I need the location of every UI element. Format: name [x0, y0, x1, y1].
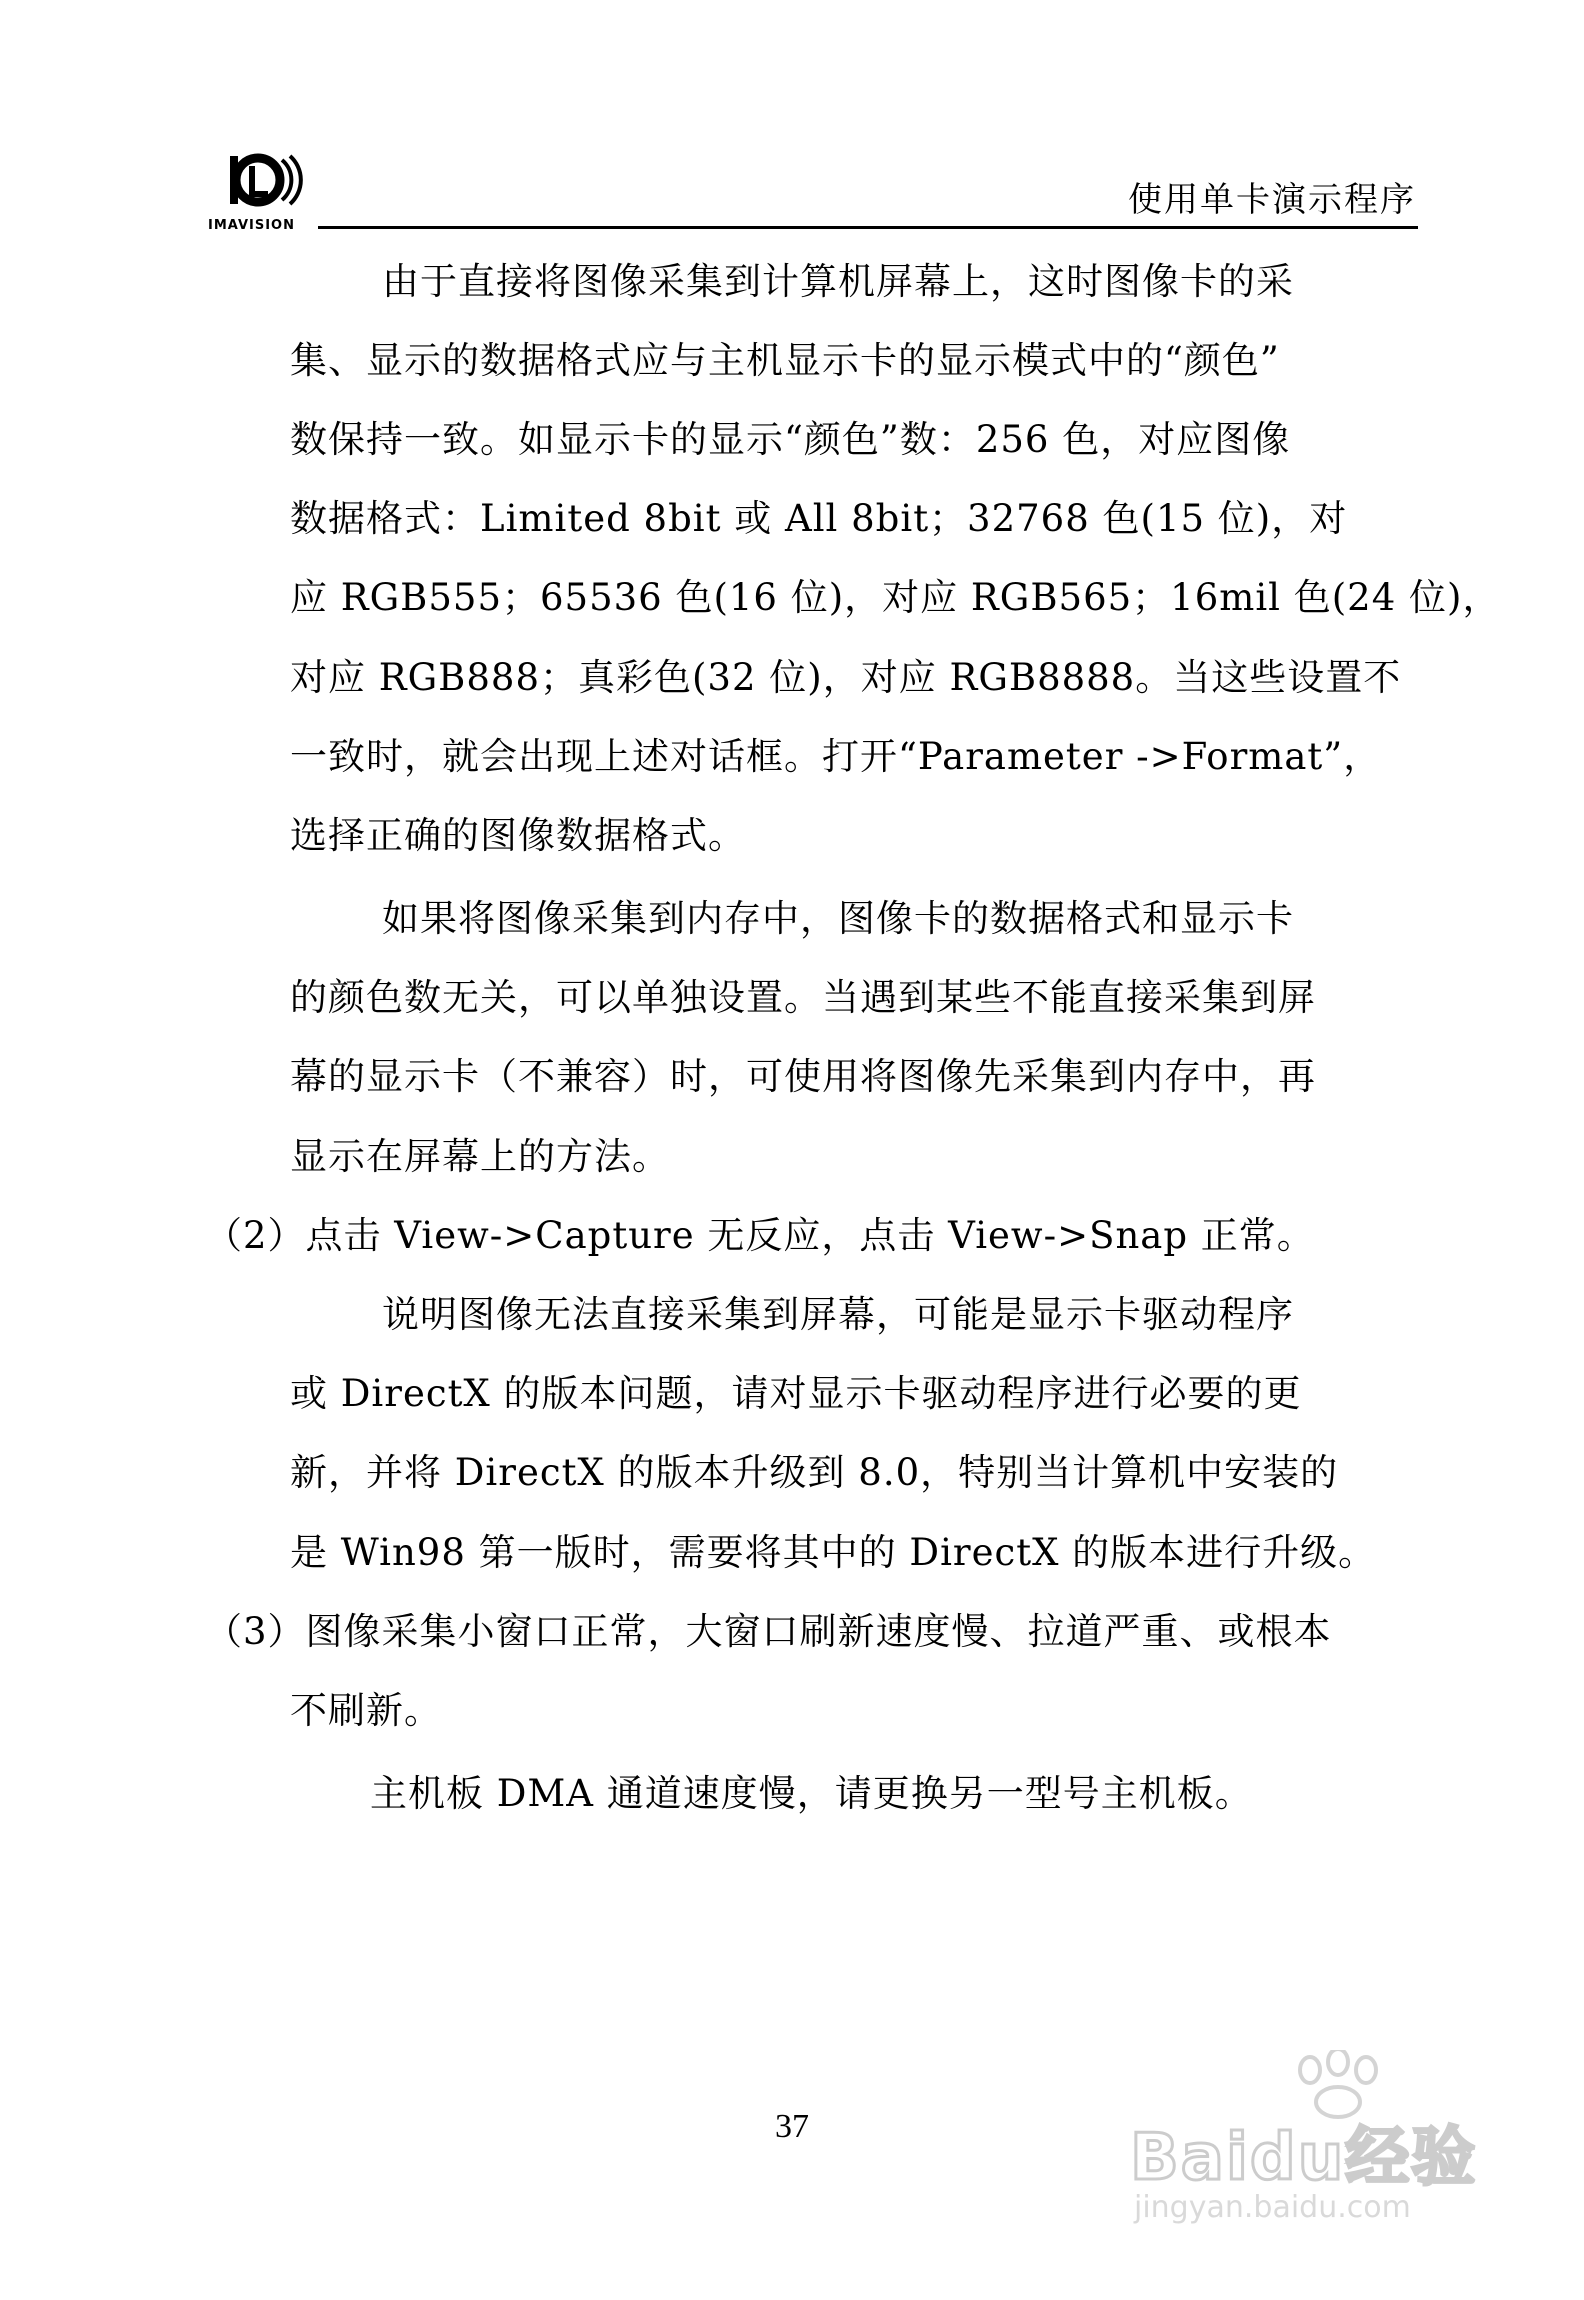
imavision-logo	[196, 150, 316, 233]
watermark-brand: Baidu经验	[1130, 2121, 1478, 2195]
paragraph-line: 是 Win98 第一版时，需要将其中的 DirectX 的版本进行升级。	[290, 1531, 1377, 1574]
paragraph-line: 显示在屏幕上的方法。	[290, 1135, 670, 1178]
paragraph-line: 集、显示的数据格式应与主机显示卡的显示模式中的“颜色”	[290, 339, 1280, 382]
paragraph-line: 数保持一致。如显示卡的显示“颜色”数：256 色，对应图像	[290, 418, 1291, 461]
paragraph-line: 或 DirectX 的版本问题，请对显示卡驱动程序进行必要的更	[290, 1372, 1302, 1415]
paragraph-line: 的颜色数无关，可以单独设置。当遇到某些不能直接采集到屏	[290, 976, 1316, 1019]
paragraph-line: 不刷新。	[290, 1689, 442, 1732]
page-number: 37	[775, 2108, 809, 2145]
header-rule	[318, 226, 1418, 229]
paragraph-line: 应 RGB555；65536 色(16 位)，对应 RGB565；16mil 色(24 位)，	[290, 576, 1501, 619]
paragraph-line: 主机板 DMA 通道速度慢，请更换另一型号主机板。	[370, 1772, 1253, 1815]
paragraph-line: 说明图像无法直接采集到屏幕，可能是显示卡驱动程序	[382, 1293, 1294, 1336]
baidu-jingyan-watermark	[1120, 2050, 1480, 2240]
logo-mark-icon	[224, 150, 304, 210]
paragraph-line: 新，并将 DirectX 的版本升级到 8.0，特别当计算机中安装的	[290, 1451, 1339, 1494]
paragraph-line: 由于直接将图像采集到计算机屏幕上，这时图像卡的采	[382, 260, 1294, 303]
list-item-3: （3）图像采集小窗口正常，大窗口刷新速度慢、拉道严重、或根本	[205, 1610, 1332, 1653]
paragraph-line: 选择正确的图像数据格式。	[290, 814, 746, 857]
watermark-url: jingyan.baidu.com	[1134, 2190, 1411, 2225]
list-item-2: （2）点击 View->Capture 无反应，点击 View->Snap 正常。	[205, 1214, 1315, 1257]
header-title: 使用单卡演示程序	[1128, 180, 1416, 220]
paragraph-line: 如果将图像采集到内存中，图像卡的数据格式和显示卡	[382, 897, 1294, 940]
paragraph-line: 幕的显示卡（不兼容）时，可使用将图像先采集到内存中，再	[290, 1055, 1316, 1098]
paragraph-line: 一致时，就会出现上述对话框。打开“Parameter ->Format”，	[290, 735, 1382, 778]
paragraph-line: 对应 RGB888；真彩色(32 位)，对应 RGB8888。当这些设置不	[290, 656, 1402, 699]
logo-text: IMAVISION	[208, 218, 295, 233]
paragraph-line: 数据格式：Limited 8bit 或 All 8bit；32768 色(15 位)，对	[290, 497, 1348, 540]
